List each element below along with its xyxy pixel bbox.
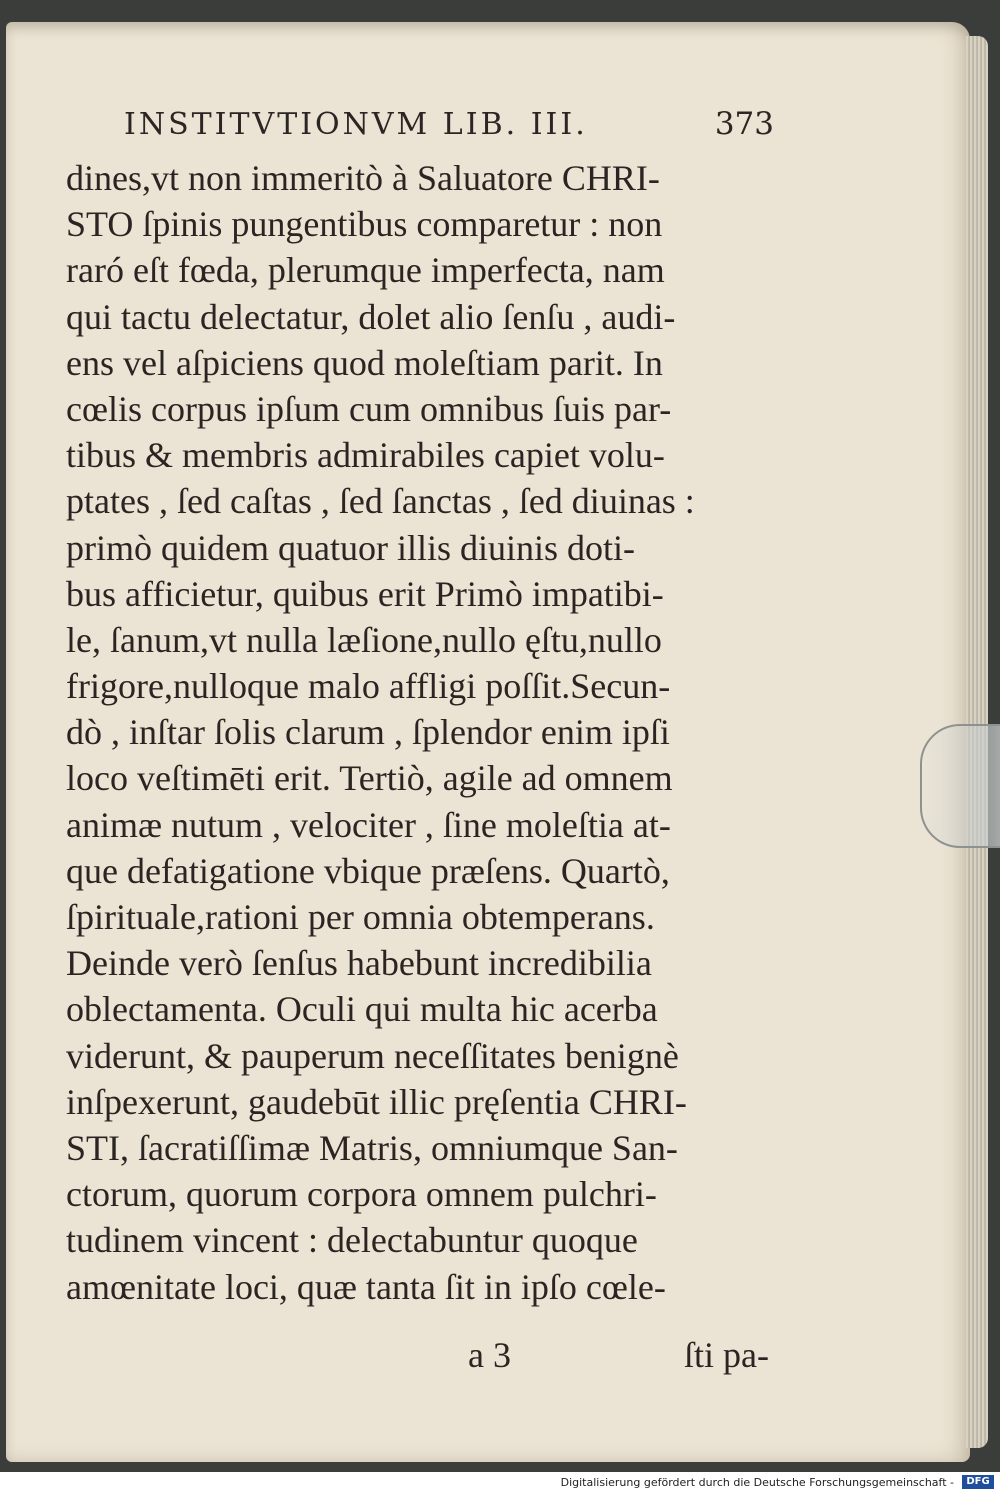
footer-bar: [0, 1472, 1000, 1493]
dfg-logo: DFG: [962, 1475, 994, 1489]
body-text: [66, 155, 796, 1310]
text-line: raró eſt fœda, plerumque imperfecta, nam: [66, 250, 665, 291]
page-number: 373: [714, 106, 774, 142]
text-line: viderunt, & pauperum neceſſitates benignè: [66, 1035, 679, 1076]
text-line: STI, ſacratiſſimæ Matris, omniumque San-: [66, 1127, 678, 1168]
text-line: tudinem vincent : delectabuntur quoque: [66, 1220, 638, 1261]
text-line: STO ſpinis pungentibus comparetur : non: [66, 204, 663, 245]
page-clip: [920, 724, 1000, 848]
text-line: dò , inſtar ſolis clarum , ſplendor enim ipſi: [66, 712, 670, 753]
text-line: cœlis corpus ipſum cum omnibus ſuis par-: [66, 388, 672, 429]
text-line: ptates , ſed caſtas , ſed ſanctas , ſed diuinas :: [66, 481, 695, 522]
text-line: inſpexerunt, gaudebūt illic pręſentia CHRI-: [66, 1081, 687, 1122]
text-line: que defatigatione vbique præſens. Quartò,: [66, 850, 670, 891]
text-line: loco veſtimēti erit. Tertiò, agile ad omnem: [66, 758, 673, 799]
text-line: bus afficietur, quibus erit Primò impatibi-: [66, 573, 664, 614]
text-line: le, ſanum,vt nulla læſione,nullo ęſtu,nullo: [66, 619, 662, 660]
text-line: animæ nutum , velociter , ſine moleſtia at-: [66, 804, 671, 845]
funding-credit: Digitalisierung gefördert durch die Deutsche Forschungsgemeinschaft -: [560, 1476, 954, 1489]
text-line: ens vel aſpiciens quod moleſtiam parit. In: [66, 342, 663, 383]
text-line: amœnitate loci, quæ tanta ſit in ipſo cœle-: [66, 1266, 666, 1307]
text-line: primò quidem quatuor illis diuinis doti-: [66, 527, 635, 568]
text-line: tibus & membris admirabiles capiet volu-: [66, 435, 665, 476]
text-line: Deinde verò ſenſus habebunt incredibilia: [66, 943, 652, 984]
text-line: dines,vt non immeritò à Saluatore CHRI-: [66, 158, 660, 198]
text-line: frigore,nulloque malo affligi poſſit.Secun-: [66, 666, 671, 707]
text-line: ctorum, quorum corpora omnem pulchri-: [66, 1174, 657, 1215]
running-head: [124, 106, 774, 142]
catchword: ſti pa-: [684, 1335, 769, 1375]
signature-mark: a 3: [468, 1335, 511, 1375]
text-line: qui tactu delectatur, dolet alio ſenſu , audi-: [66, 296, 676, 337]
running-head-title: INSTITVTIONVM LIB. III.: [124, 107, 588, 142]
text-line: oblectamenta. Oculi qui multa hic acerba: [66, 989, 658, 1030]
book-page: [6, 22, 970, 1462]
text-line: ſpirituale,rationi per omnia obtemperans.: [66, 897, 655, 937]
